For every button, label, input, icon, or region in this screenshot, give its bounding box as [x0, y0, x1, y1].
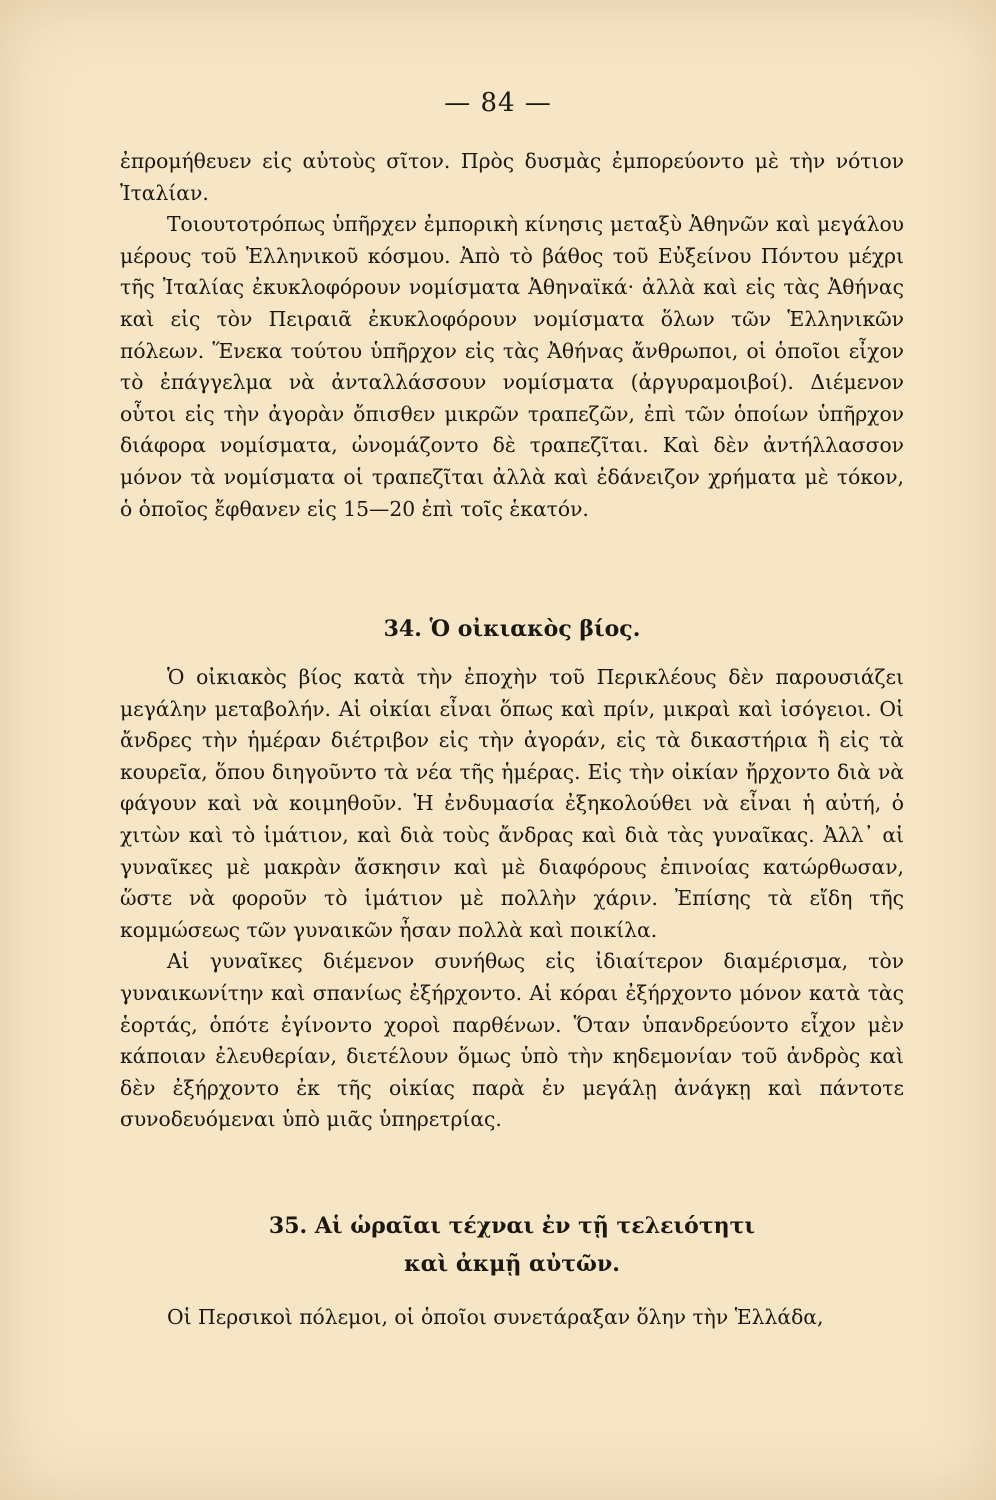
- section-heading-35: [120, 1207, 904, 1283]
- paragraph: Οἱ Περσικοὶ πόλεμοι, οἱ ὁποῖοι συνετάραξαν ὅλην τὴν Ἑλλάδα,: [167, 1305, 824, 1329]
- intro-text: [120, 146, 904, 525]
- paragraph: Τοιουτοτρόπως ὑπῆρχεν ἐμπορικὴ κίνησις μεταξὺ Ἀθηνῶν καὶ μεγάλου μέρους τοῦ Ἑλληνικοῦ κόσμου. Ἀπὸ τὸ βάθος τοῦ Εὐξείνου Πόντου μέχρι τῆς Ἰταλίας ἐκυκλοφόρουν νομίσματα Ἀθηναϊκά· ἀλλὰ καὶ εἰς τὰς Ἀθήνας καὶ εἰς τὸν Πειραιᾶ ἐκυκλοφόρουν νομίσματα ὅλων τῶν Ἑλληνικῶν πόλεων. Ἕνεκα τούτου ὑπῆρχον εἰς τὰς Ἀθήνας ἄνθρωποι, οἱ ὁποῖοι εἶχον τὸ ἐπάγγελμα νὰ ἀνταλλάσσουν νομίσματα (ἀργυραμοιβοί). Διέμενον οὗτοι εἰς τὴν ἀγορὰν ὄπισθεν μικρῶν τραπεζῶν, ἐπὶ τῶν ὁποίων ὑπῆρχον διάφορα νομίσματα, ὠνομάζοντο δὲ τραπεζῖται. Καὶ δὲν ἀντήλλασσον μόνον τὰ νομίσματα οἱ τραπεζῖται ἀλλὰ καὶ ἐδάνειζον χρήματα μὲ τόκον, ὁ ὁποῖος ἔφθανεν εἰς 15—20 ἐπὶ τοῖς ἑκατόν.: [120, 212, 904, 521]
- heading-text: 34. Ὁ οἰκιακὸς βίος.: [383, 616, 641, 642]
- heading-line: 35. Αἱ ὡραῖαι τέχναι ἐν τῇ τελειότητι: [268, 1213, 756, 1239]
- paragraph: Ὁ οἰκιακὸς βίος κατὰ τὴν ἐποχὴν τοῦ Περικλέους δὲν παρουσιάζει μεγάλην μεταβολήν. Αἱ οἰκίαι εἶναι ὅπως καὶ πρίν, μικραὶ καὶ ἰσόγειοι. Οἱ ἄνδρες τὴν ἡμέραν διέτριβον εἰς τὴν ἀγοράν, εἰς τὰ δικαστήρια ἢ εἰς τὰ κουρεῖα, ὅπου διηγοῦντο τὰ νέα τῆς ἡμέρας. Εἰς τὴν οἰκίαν ἤρχοντο διὰ νὰ φάγουν καὶ νὰ κοιμηθοῦν. Ἡ ἐνδυμασία ἐξηκολούθει νὰ εἶναι ἡ αὐτή, ὁ χιτὼν καὶ τὸ ἱμάτιον, καὶ διὰ τοὺς ἄνδρας καὶ διὰ τὰς γυναῖκας. Ἀλλ᾽ αἱ γυναῖκες μὲ μακρὰν ἄσκησιν καὶ μὲ διαφόρους ἐπινοίας κατώρθωσαν, ὥστε νὰ φοροῦν τὸ ἱμάτιον μὲ πολλὴν χάριν. Ἐπίσης τὰ εἴδη τῆς κομμώσεως τῶν γυναικῶν ἦσαν πολλὰ καὶ ποικίλα.: [120, 665, 904, 942]
- paragraph: Αἱ γυναῖκες διέμενον συνήθως εἰς ἰδιαίτερον διαμέρισμα, τὸν γυναικωνίτην καὶ σπανίως ἐξήρχοντο. Αἱ κόραι ἐξήρχοντο μόνον κατὰ τὰς ἑορτάς, ὁπότε ἐγίνοντο χοροὶ παρθένων. Ὅταν ὑπανδρεύοντο εἶχον μὲν κάποιαν ἐλευθερίαν, διετέλουν ὅμως ὑπὸ τὴν κηδεμονίαν τοῦ ἀνδρὸς καὶ δὲν ἐξήρχοντο ἐκ τῆς οἰκίας παρὰ ἐν μεγάλῃ ἀνάγκῃ καὶ πάντοτε συνοδευόμεναι ὑπὸ μιᾶς ὑπηρετρίας.: [120, 949, 904, 1132]
- paragraph: ἐπρομήθευεν εἰς αὐτοὺς σῖτον. Πρὸς δυσμὰς ἐμπορεύοντο μὲ τὴν νότιον Ἰταλίαν.: [120, 149, 904, 205]
- section-34-text: [120, 662, 904, 1136]
- heading-line: καὶ ἀκμῇ αὐτῶν.: [404, 1251, 620, 1277]
- section-35-text: [120, 1302, 904, 1334]
- section-heading-34: [120, 610, 904, 648]
- page-number: — 84 —: [444, 88, 552, 118]
